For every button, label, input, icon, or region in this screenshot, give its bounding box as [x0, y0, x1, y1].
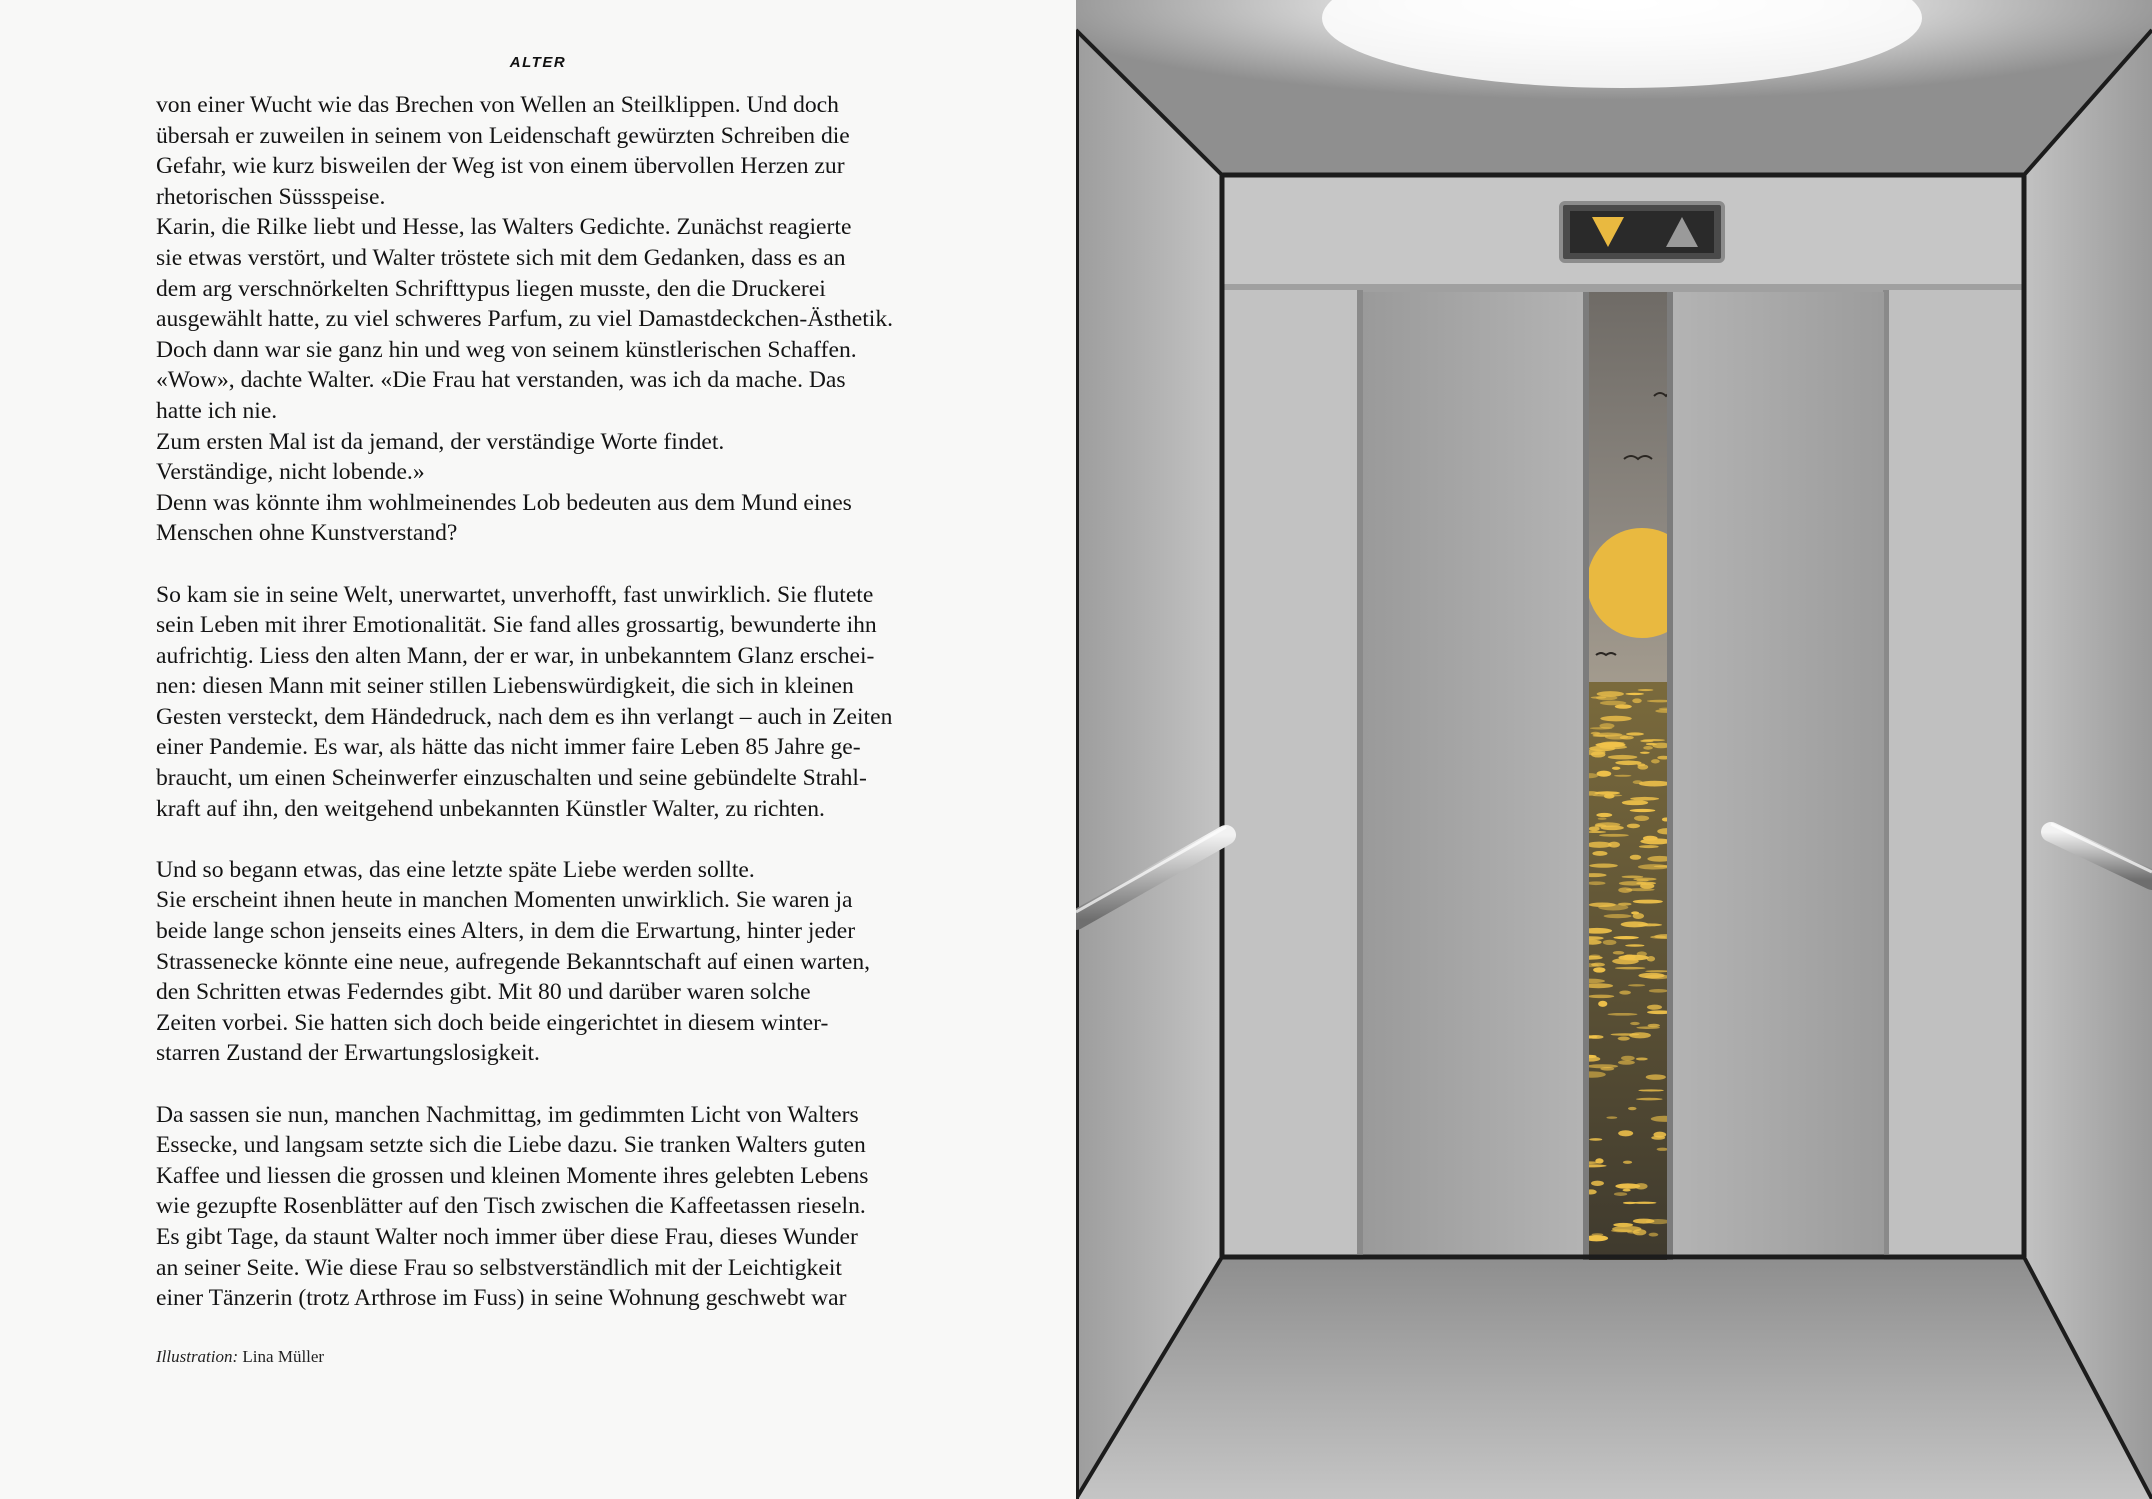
sea-glint	[1612, 958, 1639, 964]
sea-glint	[1646, 1074, 1666, 1080]
sea-glint	[1600, 1067, 1614, 1071]
sea-glint	[1643, 746, 1653, 750]
sea-glint	[1607, 1013, 1637, 1016]
sea-glint	[1627, 824, 1640, 829]
sea-glint	[1650, 936, 1666, 939]
sea-glint	[1636, 1098, 1663, 1101]
paragraph	[156, 855, 956, 1069]
text-line: Verständige, nicht lobende.»	[156, 459, 425, 486]
sea-glint	[1618, 1036, 1630, 1040]
elevator-svg	[1076, 0, 2152, 1499]
text-line: Gefahr, wie kurz bisweilen der Weg ist von einem übervollen Herzen zur	[156, 153, 845, 180]
text-line: wie gezupfte Rosenblätter auf den Tisch zwischen die Kaffeetassen rieseln.	[156, 1193, 866, 1220]
sea-glint	[1589, 826, 1600, 831]
sea-glint	[1632, 698, 1642, 703]
sea-glint	[1637, 764, 1648, 769]
text-line: Karin, die Rilke liebt und Hesse, las Walters Gedichte. Zunächst reagierte	[156, 214, 852, 241]
sea-glint	[1647, 1005, 1662, 1010]
text-line: braucht, um einen Scheinwerfer einzuschalten und seine gebündelte Strahl-	[156, 765, 867, 792]
text-line: Essecke, und langsam setzte sich die Liebe dazu. Sie tranken Walters guten	[156, 1132, 866, 1159]
text-line: Zeiten vorbei. Sie hatten sich doch beide eingerichtet in diesem winter-	[156, 1009, 829, 1036]
right-door	[1667, 292, 1884, 1260]
text-line: nen: diesen Mann mit seiner stillen Liebenswürdigkeit, die sich in kleinen	[156, 673, 854, 700]
sea-glint	[1649, 989, 1668, 993]
sea-glint	[1604, 914, 1632, 918]
text-line: von einer Wucht wie das Brechen von Wellen an Steilklippen. Und doch	[156, 92, 839, 118]
text-line: ausgewählt hatte, zu viel schweres Parfum, zu viel Damastdeckchen-Ästhetik.	[156, 306, 894, 333]
sea-glint	[1586, 831, 1606, 833]
elevator-illustration	[1076, 0, 2152, 1499]
sea-glint	[1638, 864, 1670, 869]
text-line: einer Pandemie. Es war, als hätte das nicht immer faire Leben 85 Jahre ge-	[156, 734, 861, 761]
sea-glint	[1600, 741, 1623, 745]
text-line: dem arg verschnörkelten Schrifttypus liegen musste, den die Druckerei	[156, 275, 826, 302]
sea-glint	[1597, 691, 1624, 697]
text-line: Doch dann war sie ganz hin und weg von seinem künstlerischen Schaffen.	[156, 336, 857, 363]
sea-glint	[1645, 970, 1670, 972]
sea-glint	[1599, 834, 1629, 837]
sea-glint	[1590, 954, 1601, 957]
sea-glint	[1645, 974, 1670, 979]
sea-glint	[1592, 1233, 1604, 1236]
sea-glint	[1614, 1192, 1627, 1196]
sea-glint	[1596, 813, 1612, 817]
text-line: übersah er zuweilen in seinem von Leidenschaft gewürzten Schreiben die	[156, 122, 850, 149]
paragraph	[156, 1100, 956, 1314]
sea-glint	[1628, 1107, 1637, 1110]
sea-glint	[1636, 1058, 1648, 1061]
sea-glint	[1593, 967, 1605, 972]
text-line: an seiner Seite. Wie diese Frau so selbstverständlich mit der Leichtigkeit	[156, 1254, 842, 1281]
text-line: kraft auf ihn, den weitgehend unbekannten Künstler Walter, zu richten.	[156, 795, 825, 822]
sea-glint	[1631, 911, 1639, 914]
right-pillar	[1884, 290, 2024, 1254]
paragraph	[156, 90, 956, 549]
text-line: hatte ich nie.	[156, 397, 278, 424]
sea-glint	[1601, 825, 1624, 830]
sea-glint	[1587, 881, 1606, 885]
right-wall	[2024, 30, 2152, 1499]
sea-glint	[1639, 781, 1671, 787]
sea-glint	[1622, 800, 1648, 805]
text-line: Und so begann etwas, das eine letzte späte Liebe werden sollte.	[156, 856, 755, 883]
sea-glint	[1588, 995, 1615, 999]
sea-glint	[1618, 1130, 1633, 1136]
sea-glint	[1606, 1116, 1617, 1119]
sea-glint	[1622, 876, 1644, 879]
text-line: Denn was könnte ihm wohlmeinendes Lob bedeuten aus dem Mund eines	[156, 489, 852, 516]
sea-glint	[1589, 1138, 1602, 1141]
sea-glint	[1633, 900, 1663, 904]
sea-glint	[1618, 903, 1632, 906]
sea-glint	[1590, 727, 1612, 729]
sea-glint	[1621, 1056, 1635, 1061]
sea-glint	[1587, 842, 1612, 848]
sea-glint	[1621, 921, 1649, 927]
sea-glint	[1649, 1233, 1659, 1237]
sea-glint	[1603, 940, 1617, 945]
sea-glint	[1613, 936, 1638, 939]
sea-glint	[1604, 794, 1615, 799]
sea-glint	[1615, 967, 1646, 969]
sea-glint	[1640, 883, 1654, 889]
sea-glint	[1634, 815, 1649, 821]
sea-glint	[1598, 1001, 1607, 1007]
sea-glint	[1626, 888, 1655, 891]
sea-glint	[1619, 991, 1631, 995]
text-line: Menschen ohne Kunstverstand?	[156, 520, 458, 547]
sea-glint	[1597, 771, 1612, 777]
sea-glint	[1618, 1060, 1635, 1065]
sea-glint	[1591, 1181, 1604, 1186]
text-line: beide lange schon jenseits eines Alters, in dem die Erwartung, hinter jeder	[156, 918, 856, 945]
sea-glint	[1614, 775, 1631, 777]
sea-glint	[1630, 809, 1656, 812]
sea-glint	[1592, 851, 1607, 856]
text-line: Gesten versteckt, dem Händedruck, nach dem es ihn verlangt – auch in Zeiten	[156, 703, 893, 730]
sea-glint	[1643, 836, 1658, 841]
sea-glint	[1630, 797, 1659, 801]
sea-glint	[1651, 1136, 1665, 1140]
text-line: Kaffee und liessen die grossen und kleinen Momente ihres gelebten Lebens	[156, 1162, 869, 1189]
text-line: So kam sie in seine Welt, unerwartet, unverhofft, fast unwirklich. Sie flutete	[156, 581, 874, 608]
sea-glint	[1612, 767, 1620, 770]
sea-glint	[1591, 732, 1601, 735]
left-pillar	[1222, 290, 1362, 1254]
text-line: Zum ersten Mal ist da jemand, der verständige Worte findet.	[156, 428, 725, 455]
left-wall	[1076, 30, 1222, 1499]
paragraph	[156, 580, 956, 825]
text-line: aufrichtig. Liess den alten Mann, der er war, in unbekanntem Glanz erschei-	[156, 642, 875, 669]
sea-glint	[1651, 759, 1660, 763]
sea-glint	[1633, 1219, 1654, 1224]
text-line: sein Leben mit ihrer Emotionalität. Sie fand alles grossartig, bewunderte ihn	[156, 612, 877, 639]
sea-glint	[1635, 1183, 1648, 1189]
sea-glint	[1648, 1024, 1660, 1028]
text-line: Sie erscheint ihnen heute in manchen Momenten unwirklich. Sie waren ja	[156, 887, 853, 914]
sea-glint	[1636, 879, 1648, 881]
sea-glint	[1630, 1022, 1640, 1025]
sea-glint	[1630, 855, 1641, 860]
sea-glint	[1629, 1032, 1651, 1038]
sea-glint	[1639, 845, 1659, 848]
sea-glint	[1623, 1202, 1636, 1204]
credit-label: Illustration:	[156, 1347, 239, 1366]
sea-glint	[1638, 689, 1654, 691]
text-line: starren Zustand der Erwartungslosigkeit.	[156, 1040, 540, 1067]
sea-glint	[1626, 732, 1644, 735]
running-head: ALTER	[509, 54, 567, 71]
sea-glint	[1625, 944, 1644, 947]
sea-glint	[1625, 693, 1644, 695]
sea-glint	[1598, 818, 1607, 820]
article-body	[156, 90, 956, 1344]
text-line: «Wow», dachte Walter. «Die Frau hat verstanden, was ich da mache. Das	[156, 367, 846, 394]
sea-glint	[1589, 863, 1618, 867]
sea-glint	[1605, 734, 1628, 739]
credit-name: Lina Müller	[242, 1347, 325, 1366]
sea-glint	[1613, 951, 1625, 955]
sea-glint	[1623, 1161, 1632, 1164]
sea-glint	[1627, 1231, 1639, 1233]
floor	[1076, 1257, 2152, 1499]
left-door	[1363, 292, 1589, 1260]
sea-glint	[1600, 716, 1631, 722]
text-line: Da sassen sie nun, manchen Nachmittag, im gedimmten Licht von Walters	[156, 1101, 859, 1128]
sea-glint	[1638, 1089, 1664, 1091]
text-line: rhetorischen Süssspeise.	[156, 183, 386, 210]
text-line: den Schritten etwas Federndes gibt. Mit 80 und darüber waren solche	[156, 979, 811, 1006]
text-line: sie etwas verstört, und Walter tröstete sich mit dem Gedanken, dass es an	[156, 244, 846, 271]
sea-glint	[1640, 752, 1650, 754]
sea-glint	[1622, 1189, 1630, 1192]
sea-glint	[1628, 984, 1645, 986]
sea-glint	[1640, 740, 1653, 743]
sea-glint	[1608, 755, 1638, 759]
sea-glint	[1647, 956, 1655, 961]
text-line: einer Tänzerin (trotz Arthrose im Fuss) in seine Wohnung geschwebt war	[156, 1285, 847, 1312]
text-line: Es gibt Tage, da staunt Walter noch immer über diese Frau, dieses Wunder	[156, 1223, 858, 1250]
illustration-credit	[156, 1347, 324, 1367]
sea-glint	[1600, 701, 1626, 706]
text-line: Strassenecke könnte eine neue, aufregende Bekanntschaft auf einen warten,	[156, 948, 871, 975]
sea-glint	[1657, 1148, 1669, 1151]
